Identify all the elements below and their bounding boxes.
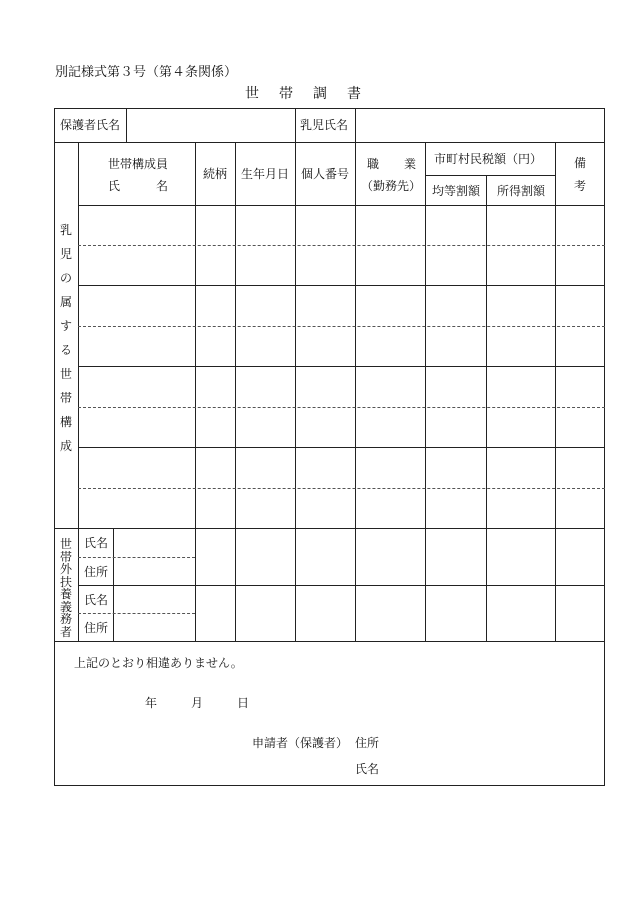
income-based-header: 所得割額	[497, 184, 546, 198]
side-char: の	[59, 271, 72, 285]
grid-line	[555, 142, 556, 641]
title-char: 帯	[279, 86, 293, 102]
row-separator	[78, 613, 195, 614]
grid-line	[195, 142, 196, 641]
date-month-label: 月	[191, 696, 204, 710]
member-name-shi: 氏	[108, 179, 121, 193]
side-char: 属	[59, 295, 72, 309]
declaration-text: 上記のとおり相違ありません。	[74, 656, 243, 670]
side-char: 外	[59, 562, 72, 576]
occupation-header-b: 業	[404, 157, 417, 171]
form-number-label: 別記様式第３号（第４条関係）	[55, 65, 238, 80]
grid-line	[78, 447, 605, 448]
grid-line	[355, 142, 356, 641]
document-title	[245, 87, 381, 101]
side-char: 構	[59, 415, 72, 429]
side-char: 児	[59, 247, 72, 261]
tax-amount-header: 市町村民税額（円）	[434, 152, 543, 166]
title-char: 調	[313, 86, 327, 102]
grid-line	[54, 641, 605, 642]
workplace-header: （勤務先）	[361, 179, 422, 193]
side-char: 世	[59, 537, 72, 551]
remarks-header-a: 備	[574, 156, 587, 170]
row-separator	[78, 245, 605, 246]
child-name-label: 乳児氏名	[300, 118, 349, 132]
applicant-address-label: 住所	[355, 736, 380, 750]
outside-address-label: 住所	[84, 621, 109, 635]
side-char: 扶	[59, 574, 72, 589]
side-char: 養	[59, 587, 72, 601]
side-char: る	[59, 343, 72, 357]
row-separator	[78, 407, 605, 408]
applicant-name-label: 氏名	[355, 762, 380, 776]
guardian-name-field[interactable]	[128, 110, 294, 140]
row-separator	[78, 557, 195, 558]
side-char: 帯	[59, 391, 72, 405]
grid-line	[54, 142, 605, 143]
row-separator	[78, 326, 605, 327]
occupation-header-a: 職	[367, 157, 380, 171]
side-char: 成	[59, 439, 72, 453]
side-char: 帯	[59, 549, 72, 564]
side-char: 世	[59, 367, 72, 381]
grid-line	[126, 108, 127, 142]
title-char: 世	[245, 86, 259, 102]
grid-line	[425, 142, 426, 641]
member-name-mei: 名	[156, 179, 169, 193]
grid-line	[78, 285, 605, 286]
per-capita-header: 均等割額	[432, 184, 481, 198]
grid-line	[425, 175, 555, 176]
grid-line	[355, 108, 356, 142]
individual-number-header: 個人番号	[301, 167, 350, 181]
birthdate-header: 生年月日	[241, 167, 290, 181]
grid-line	[78, 205, 605, 206]
grid-line	[295, 142, 296, 641]
side-char: 務	[59, 612, 72, 626]
grid-line	[78, 585, 605, 586]
guardian-name-label: 保護者氏名	[60, 118, 121, 132]
grid-line	[78, 142, 79, 641]
grid-line	[295, 108, 296, 142]
member-header: 世帯構成員	[108, 157, 169, 171]
grid-line	[54, 528, 605, 529]
side-char: 者	[59, 624, 72, 639]
remarks-header-b: 考	[574, 179, 587, 193]
date-day-label: 日	[237, 696, 250, 710]
title-char: 書	[347, 86, 361, 102]
date-year-label: 年	[145, 696, 158, 710]
grid-line	[235, 142, 236, 641]
grid-line	[78, 366, 605, 367]
side-char: 乳	[59, 223, 72, 237]
outside-side-label	[59, 538, 73, 638]
outside-address-label: 住所	[84, 565, 109, 579]
relation-header: 続柄	[203, 167, 228, 181]
child-name-field[interactable]	[357, 110, 603, 140]
row-separator	[78, 488, 605, 489]
applicant-label: 申請者（保護者）	[252, 736, 349, 750]
side-char: 義	[59, 599, 72, 614]
outside-name-label: 氏名	[84, 593, 109, 607]
outside-name-label: 氏名	[84, 536, 109, 550]
side-char: す	[59, 319, 72, 333]
household-side-label	[59, 224, 73, 464]
